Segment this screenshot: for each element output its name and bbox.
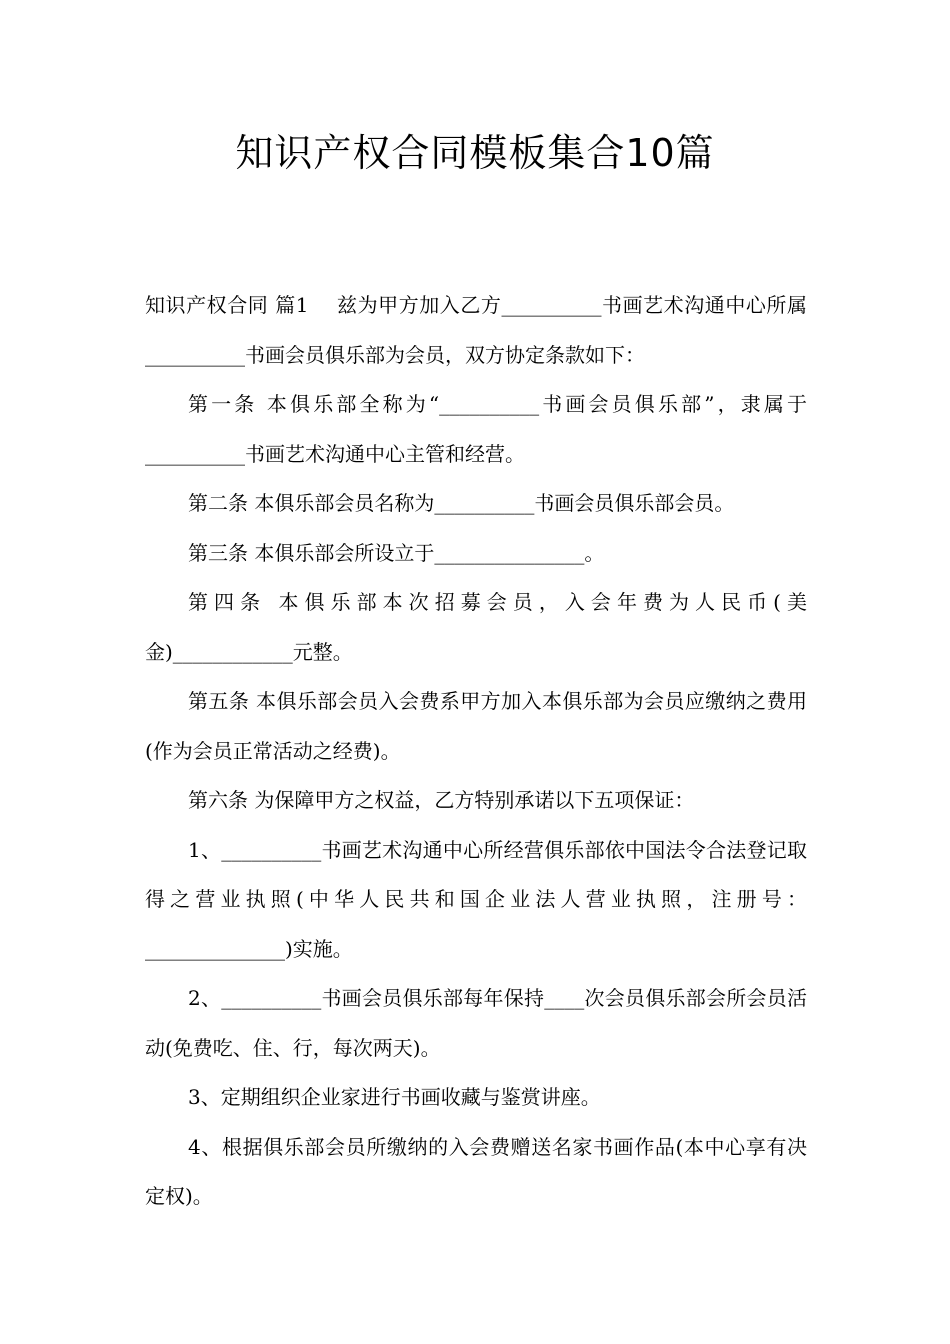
- article-paragraph: 第四条 本俱乐部本次招募会员，入会年费为人民币(美金)____________元整。: [145, 590, 807, 664]
- guarantee-item: 3、定期组织企业家进行书画收藏与鉴赏讲座。: [188, 1085, 601, 1109]
- guarantee-item: 1、__________书画艺术沟通中心所经营俱乐部依中国法令合法登记取得之营业执照(中华人民共和国企业法人营业执照，注册号：______________)实施。: [145, 837, 807, 961]
- guarantee-item: 2、__________书画会员俱乐部每年保持____次会员俱乐部会所会员活动(免费吃、住、行，每次两天)。: [145, 986, 807, 1060]
- article-paragraph: 第五条 本俱乐部会员入会费系甲方加入本俱乐部为会员应缴纳之费用(作为会员正常活动之经费)。: [145, 689, 807, 763]
- article-paragraph: 第一条 本俱乐部全称为“__________书画会员俱乐部”，隶属于__________书画艺术沟通中心主管和经营。: [145, 392, 807, 466]
- intro-text: 兹为甲方加入乙方__________书画艺术沟通中心所属__________书画会员俱乐部为会员，双方协定条款如下：: [145, 293, 807, 367]
- article-paragraph: 第二条 本俱乐部会员名称为__________书画会员俱乐部会员。: [188, 491, 735, 515]
- article-paragraph: 第三条 本俱乐部会所设立于_______________。: [188, 540, 605, 565]
- document-title: 知识产权合同模板集合10篇: [235, 131, 715, 175]
- intro-label: 知识产权合同 篇1: [145, 293, 309, 317]
- guarantee-item: 4、根据俱乐部会员所缴纳的入会费赠送名家书画作品(本中心享有决定权)。: [145, 1134, 807, 1208]
- document-body: [145, 281, 807, 1222]
- article-paragraph: 第六条 为保障甲方之权益，乙方特别承诺以下五项保证：: [188, 788, 695, 812]
- intro-paragraph: [145, 281, 807, 380]
